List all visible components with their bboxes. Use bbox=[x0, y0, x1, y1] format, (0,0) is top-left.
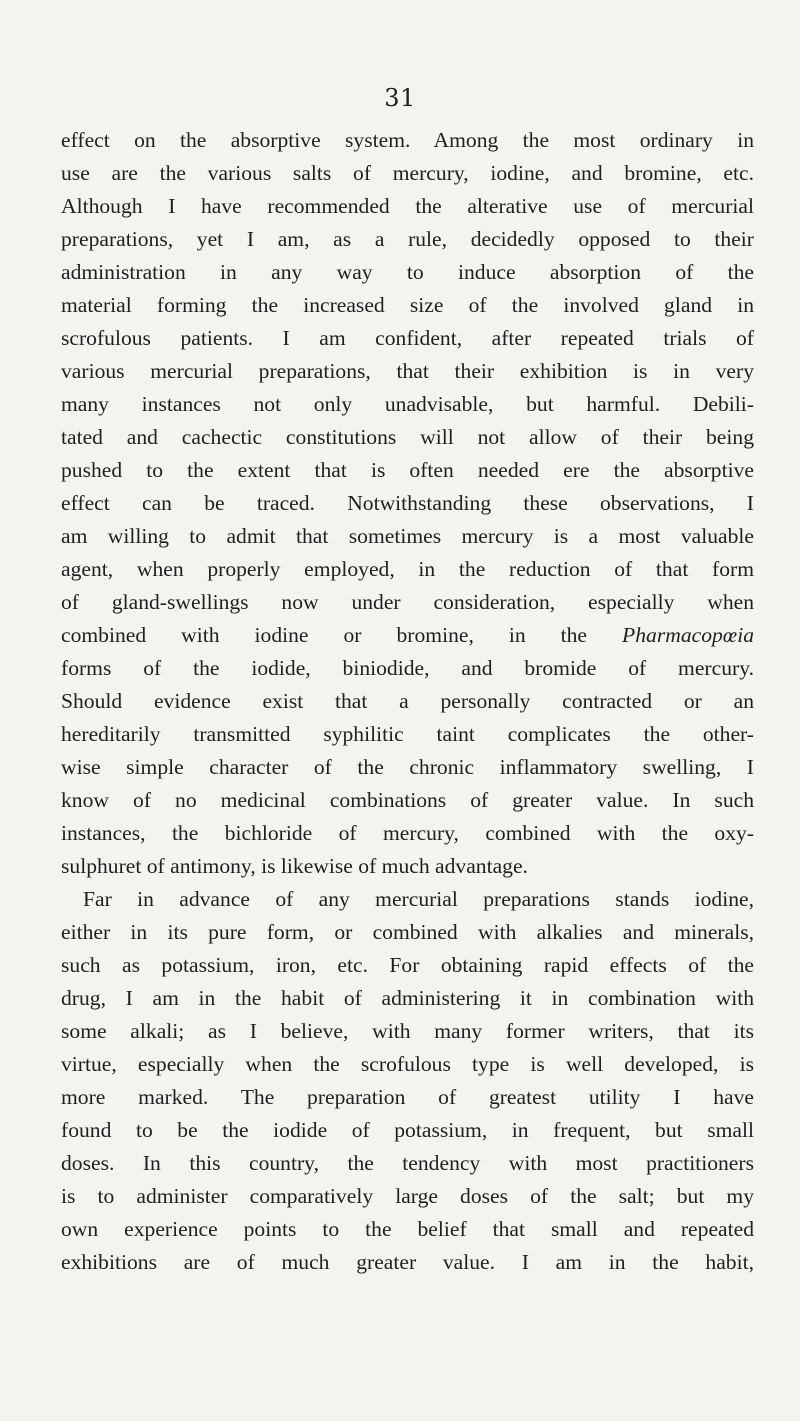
text-line: exhibitions are of much greater value. I am in the habit, bbox=[61, 1250, 754, 1274]
text-line: many instances not only unadvisable, but harmful. Debili- bbox=[61, 392, 754, 416]
text-line: of gland-swellings now under consideration, especially when bbox=[61, 590, 754, 614]
text-line: tated and cachectic constitutions will not allow of their being bbox=[61, 425, 754, 449]
text-line: wise simple character of the chronic inflammatory swelling, I bbox=[61, 755, 754, 779]
italic-term: Pharmacopœia bbox=[622, 623, 754, 647]
text-line: sulphuret of antimony, is likewise of much advantage. bbox=[61, 854, 528, 878]
text-line: preparations, yet I am, as a rule, decidedly opposed to their bbox=[61, 227, 754, 251]
text-line: hereditarily transmitted syphilitic taint complicates the other- bbox=[61, 722, 754, 746]
text-line: drug, I am in the habit of administering it in combination with bbox=[61, 986, 754, 1010]
text-line: agent, when properly employed, in the reduction of that form bbox=[61, 557, 754, 581]
text-line: scrofulous patients. I am confident, after repeated trials of bbox=[61, 326, 754, 350]
text-line: forms of the iodide, biniodide, and bromide of mercury. bbox=[61, 656, 754, 680]
text-line: instances, the bichloride of mercury, combined with the oxy- bbox=[61, 821, 754, 845]
text-line: more marked. The preparation of greatest utility I have bbox=[61, 1085, 754, 1109]
text-line: is to administer comparatively large doses of the salt; but my bbox=[61, 1184, 754, 1208]
text-segment: combined with iodine or bromine, in the bbox=[61, 623, 588, 647]
text-line: such as potassium, iron, etc. For obtaining rapid effects of the bbox=[61, 953, 754, 977]
text-line-with-italic bbox=[61, 619, 754, 652]
text-line: know of no medicinal combinations of greater value. In such bbox=[61, 788, 754, 812]
text-line: found to be the iodide of potassium, in frequent, but small bbox=[61, 1118, 754, 1142]
text-line: various mercurial preparations, that their exhibition is in very bbox=[61, 359, 754, 383]
text-line: Although I have recommended the alterative use of mercurial bbox=[61, 194, 754, 218]
text-line: own experience points to the belief that small and repeated bbox=[61, 1217, 754, 1241]
text-line: virtue, especially when the scrofulous type is well developed, is bbox=[61, 1052, 754, 1076]
text-line: doses. In this country, the tendency with most practitioners bbox=[61, 1151, 754, 1175]
text-line: effect on the absorptive system. Among the most ordinary in bbox=[61, 128, 754, 152]
text-line: some alkali; as I believe, with many former writers, that its bbox=[61, 1019, 754, 1043]
text-line: either in its pure form, or combined with alkalies and minerals, bbox=[61, 920, 754, 944]
text-line: administration in any way to induce absorption of the bbox=[61, 260, 754, 284]
text-line: pushed to the extent that is often needed ere the absorptive bbox=[61, 458, 754, 482]
text-line: effect can be traced. Notwithstanding these observations, I bbox=[61, 491, 754, 515]
text-line: material forming the increased size of the involved gland in bbox=[61, 293, 754, 317]
text-line: am willing to admit that sometimes mercury is a most valuable bbox=[61, 524, 754, 548]
text-line: Should evidence exist that a personally contracted or an bbox=[61, 689, 754, 713]
text-line: use are the various salts of mercury, iodine, and bromine, etc. bbox=[61, 161, 754, 185]
body-text bbox=[61, 124, 754, 1279]
text-line-paragraph-start: Far in advance of any mercurial preparations stands iodine, bbox=[83, 887, 754, 911]
page-number: 31 bbox=[384, 84, 416, 112]
